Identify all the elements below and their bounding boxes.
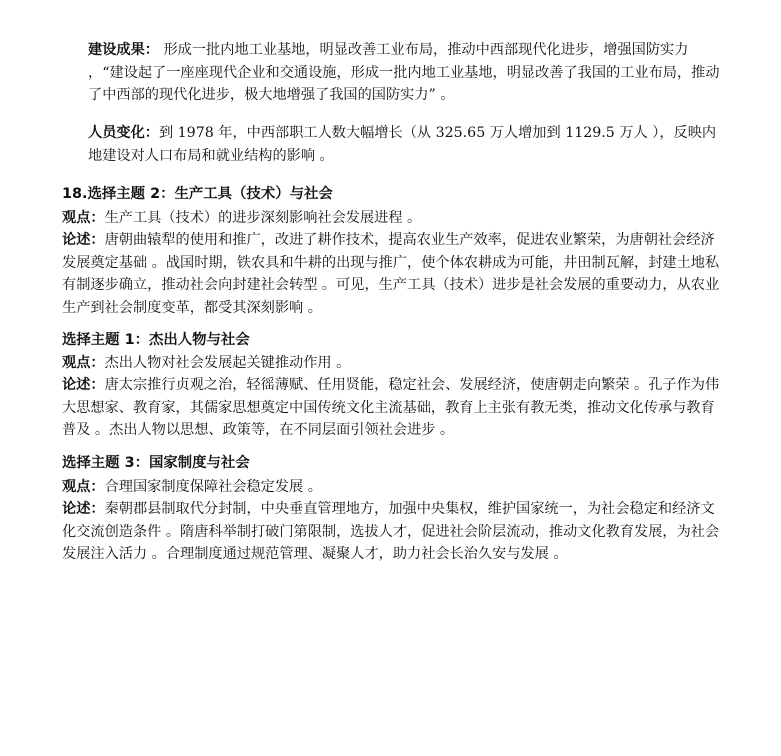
construction-text: 形成一批内地工业基地，明显改善工业布局，推动中西部现代化进步，增强国防实力 ，“建设起了一座座现代企业和交通设施，形成一批内地工业基地，明显改善了我国的工业布局，推动了中西部的现代化进步，极大地增强了我国的国防实力” 。 xyxy=(88,42,720,104)
view-paragraph xyxy=(62,352,728,375)
argument-label: 论述： xyxy=(62,232,105,248)
view-text: 合理国家制度保障社会稳定发展 。 xyxy=(104,479,322,495)
view-label: 观点： xyxy=(62,210,105,226)
argument-label: 论述： xyxy=(62,501,105,517)
argument-paragraph xyxy=(62,374,728,442)
personnel-paragraph xyxy=(88,122,728,167)
section-heading: 18.选择主题 2：生产工具（技术）与社会 xyxy=(62,186,333,202)
view-text: 杰出人物对社会发展起关键推动作用 。 xyxy=(104,355,351,371)
argument-paragraph xyxy=(62,498,728,566)
argument-text: 唐朝曲辕犁的使用和推广，改进了耕作技术，提高农业生产效率，促进农业繁荣，为唐朝社会经济发展奠定基础 。战国时期，铁农具和牛耕的出现与推广，使个体农耕成为可能，井田制瓦解，封建土地私有制逐步确立，推动社会向封建社会转型 。可见，生产工具（技术）进步是社会发展的重要动力，从农业生产到社会制度变革，都受其深刻影响 。 xyxy=(62,232,720,316)
view-paragraph xyxy=(62,476,728,499)
argument-text: 唐太宗推行贞观之治，轻徭薄赋、任用贤能，稳定社会、发展经济，使唐朝走向繁荣 。孔子作为伟大思想家、教育家，其儒家思想奠定中国传统文化主流基础，教育上主张有教无类，推动文化传承与教育普及 。杰出人物以思想、政策等，在不同层面引领社会进步 。 xyxy=(62,377,720,439)
view-paragraph xyxy=(62,207,728,230)
argument-label: 论述： xyxy=(62,377,105,393)
section-heading: 选择主题 3：国家制度与社会 xyxy=(62,455,250,471)
view-label: 观点： xyxy=(62,479,105,495)
argument-paragraph xyxy=(62,229,728,319)
construction-paragraph xyxy=(88,39,728,107)
section-heading: 选择主题 1：杰出人物与社会 xyxy=(62,332,250,348)
argument-text: 秦朝郡县制取代分封制，中央垂直管理地方，加强中央集权，维护国家统一，为社会稳定和经济文化交流创造条件 。隋唐科举制打破门第限制，选拔人才，促进社会阶层流动，推动文化教育发展，为社会发展注入活力 。合理制度通过规范管理、凝聚人才，助力社会长治久安与发展 。 xyxy=(62,501,720,563)
view-text: 生产工具（技术）的进步深刻影响社会发展进程 。 xyxy=(104,210,422,226)
personnel-label: 人员变化： xyxy=(88,125,159,141)
view-label: 观点： xyxy=(62,355,105,371)
construction-label: 建设成果： xyxy=(88,42,159,58)
personnel-text: 到 1978 年，中西部职工人数大幅增长（从 325.65 万人增加到 1129.5 万人 ），反映内地建设对人口布局和就业结构的影响 。 xyxy=(88,125,717,164)
